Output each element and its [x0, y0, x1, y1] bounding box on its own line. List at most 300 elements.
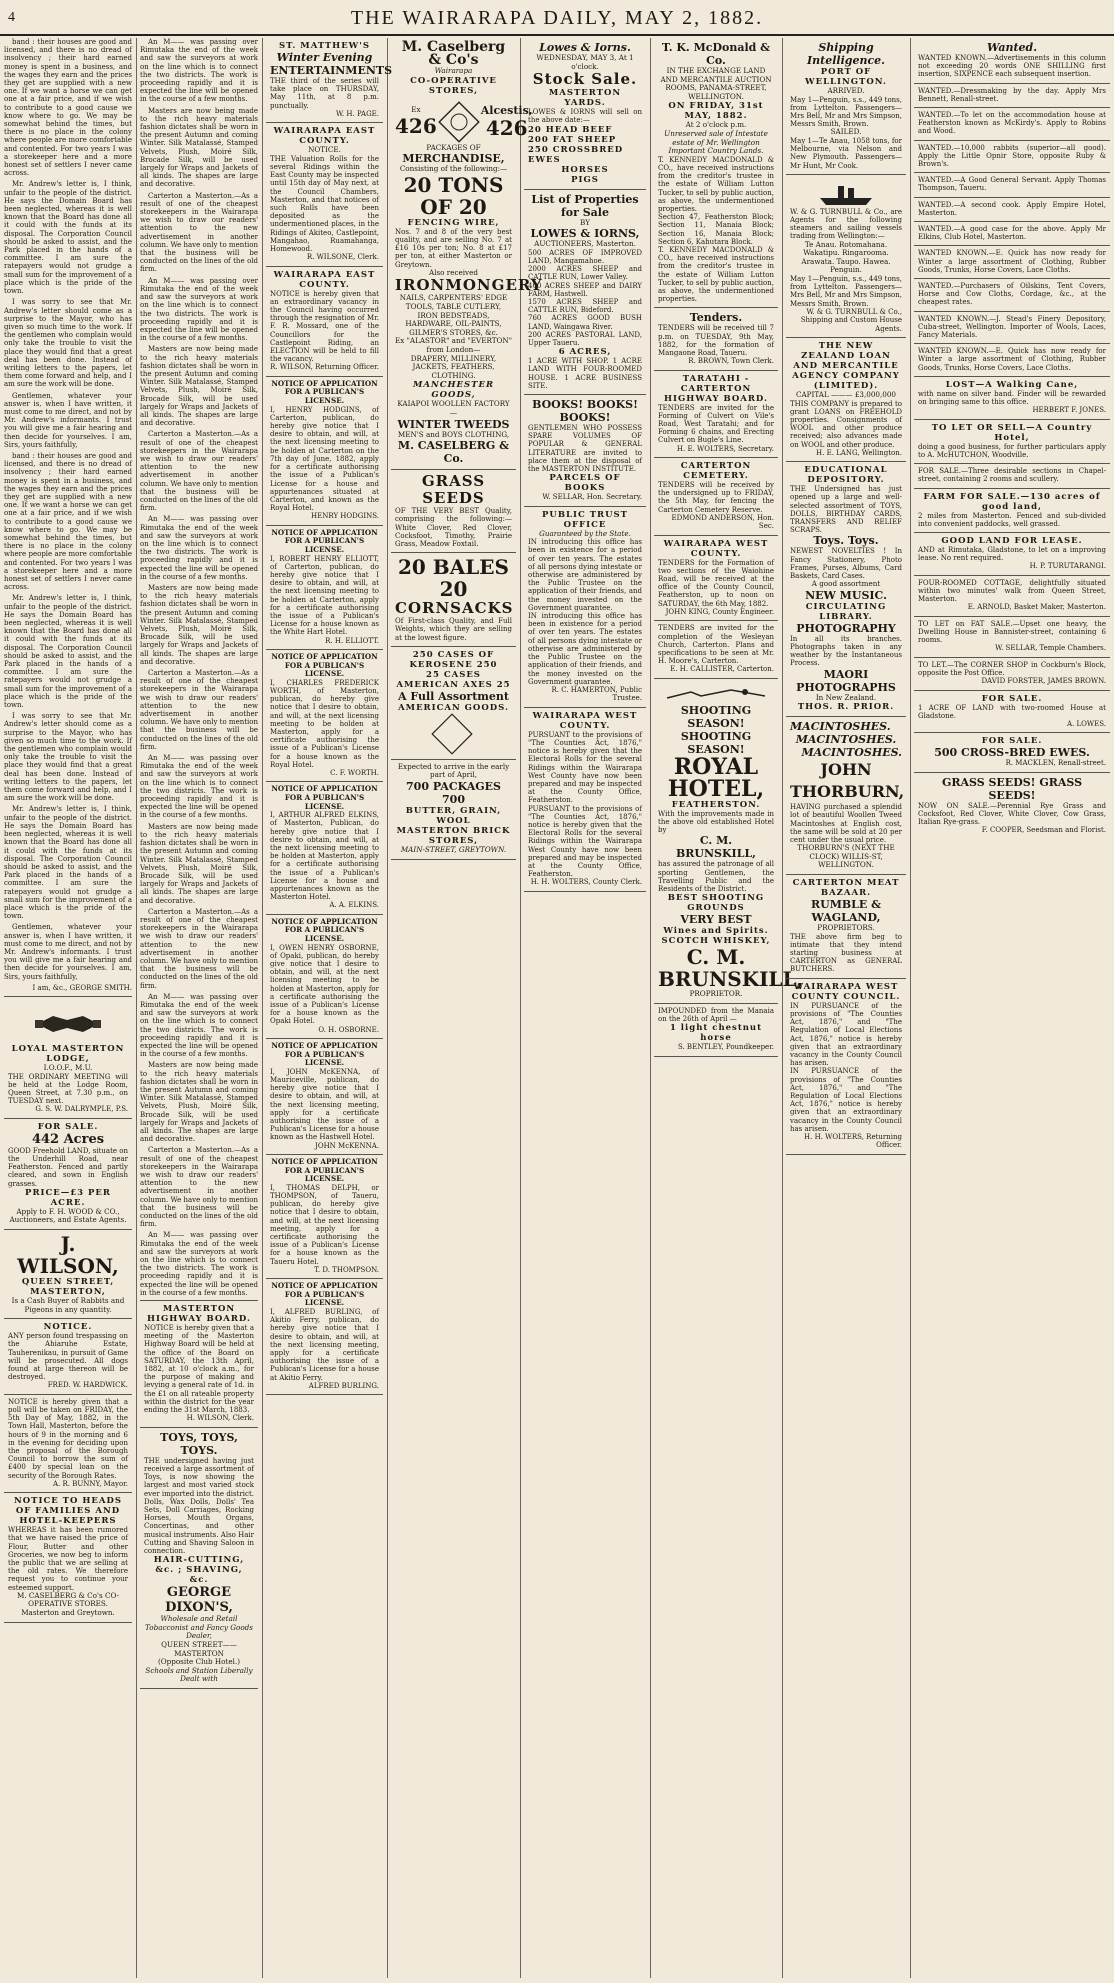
- trust-text: IN introducing this office has been in existence for a period of over ten years. The estates of all persons dying intestate or otherwise are administered by the Public Trustee on the application of their friends, and the money invested on the Government guarantee.: [528, 538, 642, 612]
- wanted-3: WANTED.—To let on the accommodation house at Featherston known as McKirdy's. Apply to Robins and Wood.: [918, 111, 1106, 136]
- american: AMERICAN GOODS.: [398, 702, 509, 713]
- letter-text-1: band : their houses are good and licensed, and there is no dread of insolvency ; their hard earned money is spent in a business, and the wages they earn and the prices they get are supplied with a new one. If we want a horse we can get one at a fair price, and if we wish to contribute to a good cause we know where to go. We may be somewhat behind the times, but there is no place in the colony where people are more comfortable and contented. For two years I was a storekeeper here and a more honest set of settlers I never came across.: [4, 38, 132, 178]
- walk-title: LOST—A Walking Cane,: [945, 379, 1079, 390]
- loan-company: [786, 338, 906, 462]
- shooting-1: SHOOTING SEASON!: [680, 703, 752, 730]
- packages: PACKAGES OF: [426, 142, 481, 152]
- ww2-notice: [654, 536, 778, 622]
- mac-3: MACINTOSHES.: [801, 746, 902, 760]
- sections: Section 47, Featherston Block; Section 11, Manaia Block; Section 16, Manaia Block; Section 6, Kahutara Block.: [658, 213, 774, 246]
- cem-sign: EDMOND ANDERSON, Hon. Sec.: [671, 513, 774, 531]
- drapery: DRAPERY, MILLINERY, JACKETS, FEATHERS, CLOTHING.: [410, 353, 497, 380]
- also: Also received: [429, 267, 478, 277]
- steamship-icon: [816, 178, 876, 208]
- corner-text: TO LET.—The CORNER SHOP in Cockburn's Block, opposite the Post Office.: [918, 660, 1106, 677]
- cemetery-title: CARTERTON CEMETERY.: [680, 461, 752, 482]
- column-3: [266, 38, 393, 1978]
- ironmongery: IRONMONGERY: [395, 276, 543, 295]
- grass-seeds: [391, 469, 516, 553]
- arrived: ARRIVED.: [827, 86, 865, 95]
- shooting-scene-icon: [661, 682, 771, 704]
- factory: KAIAPOI WOOLLEN FACTORY—: [397, 399, 510, 417]
- church-advert: [266, 38, 393, 123]
- thorburn-advert: [786, 717, 906, 875]
- highway-title: MASTERTON HIGHWAY BOARD.: [147, 1304, 251, 1325]
- wanted-item-9: [914, 279, 1110, 312]
- pub4-title: NOTICE OF APPLICATION FOR A PUBLICAN'S LICENSE.: [271, 784, 378, 811]
- news-1c: An M—— was passing over Rimutaka the end of the week and saw the surveyors at work on the line which is to connect the two districts. The work is proceeding rapidly and it is expected the line will be opened in the course of a few months.: [140, 515, 258, 581]
- very-best: VERY BEST: [680, 913, 752, 927]
- lot-1: 20 HEAD BEEF: [528, 124, 613, 135]
- mcdonald-title: T. K. McDonald & Co.: [661, 41, 771, 67]
- tons: 20 TONS OF 20: [403, 172, 504, 219]
- county2-sign: R. WILSON, Returning Officer.: [270, 363, 379, 372]
- shipping-sign: W. & G. TURNBULL & Co., Shipping and Custom House Agents.: [800, 307, 902, 333]
- caselberg-advert: [391, 38, 543, 469]
- lodge-sub: I.O.O.F., M.U.: [43, 1062, 93, 1072]
- wilson-address: QUEEN STREET, MASTERTON,: [21, 1276, 115, 1297]
- news-1: An M—— was passing over Rimutaka the end of the week and saw the surveyors at work on the line which is to connect the two districts. The work is proceeding rapidly and it is expected the line will be opened in the course of a few months.: [140, 38, 258, 104]
- cemetery-notice: [654, 458, 778, 536]
- pub3-text: I, CHARLES FREDERICK WORTH, of Masterton, publican, do hereby give notice that I desire to obtain, and will, at the next licensing meeting to be holden at Masterton, apply for a certificate authorising the issue of a Publican's License for a house known as the Royal Hotel.: [270, 678, 379, 769]
- parcels: PARCELS OF BOOKS: [549, 473, 621, 494]
- acres-6: 6 ACRES,: [558, 347, 612, 358]
- edu-text: THE Undersigned has just opened up a large and well-selected assortment of TOYS, DOLLS, BIRTHDAY CARDS, TRANSFERS AND RELIEF SCRAPS.: [790, 485, 902, 535]
- ww-sign: H. H. WOLTERS, County Clerk.: [530, 878, 642, 887]
- county-council: [786, 979, 906, 1155]
- wanted-9: WANTED.—Purchasers of Oilskins, Tent Covers, Horse and Cow Cloths, Cordage, &c., at the cheapest rates.: [918, 282, 1106, 307]
- stock-sale: [524, 38, 646, 190]
- mens-clothing: MEN'S and BOYS CLOTHING,: [397, 429, 510, 439]
- families-notice: [4, 1493, 132, 1622]
- rumble-prop: PROPRIETORS.: [817, 923, 875, 933]
- letter-text-2c: Mr. Andrew's letter is, I think, unfair to the people of the district. He says the Domain Board has been neglected, whereas it is well known that the Board has done all it could with the funds at its disposal. The Corporation Council should be asked to assist, and the Park placed in the hands of a committee. I am sure the ratepayers would not grudge a small sum for the improvement of a place which is the pride of the town.: [4, 805, 132, 921]
- news-3e: Carterton a Masterton.—As a result of one of the cheapest storekeepers in the Wairarapa we wish to draw our readers' attention to the new advertisement in another column. We have only to mention that the business will be conducted on the lines of the old firm.: [140, 1146, 258, 1229]
- county-notice-label: NOTICE.: [308, 145, 341, 155]
- wwc-text-2: IN PURSUANCE of the provisions of "The Counties Act, 1876," and "The Regulation of Local Elections Act, 1876," notice is hereby given that an extraordinary vacancy in the County Council has arisen.: [790, 1067, 902, 1133]
- port: PORT OF WELLINGTON.: [805, 67, 887, 87]
- tolet-text: TO LET on FAT SALE.—Upset one heavy, the Dwelling House in Bannister-street, containing 6 rooms.: [918, 619, 1106, 645]
- sale-time: At 2 o'clock p.m.: [685, 120, 747, 130]
- lodge-notice: [4, 996, 132, 1119]
- wanted-item-8: [914, 246, 1110, 279]
- sale-apply: Apply to F. H. WOOD & CO., Auctioneers, and Estate Agents.: [9, 1206, 127, 1225]
- hotel-text-2: has assured the patronage of all sporting Gentlemen, the Travelling Public and the Residents of the District.: [658, 860, 774, 893]
- ww-text: PURSUANT to the provisions of "The Counties Act, 1876," notice is hereby given that the Electoral Rolls for the several Ridings within the Wairarapa West County have now been prepared and may be inspected at the County Office, Featherston.: [528, 730, 642, 805]
- letter-text-3b: I was sorry to see that Mr. Andrew's letter should come as a surprise to the Mayor, who has given so much time to the work. If the gentlemen who complain would only take the trouble to visit the place they would find that a great deal has been done. Instead of writing letters to the papers, let them come forward and help, and I am sure the work will be done.: [4, 712, 132, 803]
- yards: MASTERTON YARDS.: [548, 88, 622, 109]
- lowes-title: Lowes & Iorns.: [539, 41, 631, 54]
- masterton-stores: MASTERTON BRICK STORES,: [396, 825, 511, 846]
- church-ent: ENTERTAINMENTS: [270, 64, 393, 77]
- winter-tweeds: WINTER TWEEDS: [397, 417, 510, 431]
- ewes-sale: [914, 733, 1110, 772]
- tender-1: TENDERS will be received till 7 p.m. on TUESDAY, 9th May, 1882, for the formation of Mangaone Road, Taueru.: [658, 324, 774, 358]
- west-county: [524, 708, 646, 892]
- caselberg-coop: CO-OPERATIVE STORES,: [410, 75, 497, 96]
- num-right: 426: [485, 116, 528, 141]
- grass-title: GRASS SEEDS: [421, 472, 486, 508]
- arr-text: May 1—Penguin, s.s., 449 tons, from Lyttelton. Passengers—Mrs Bell, Mr and Mrs Simpson, Messrs Smith, Brown.: [790, 95, 902, 129]
- county-title: WAIRARAPA EAST COUNTY.: [273, 126, 376, 147]
- properties-list: [524, 190, 646, 395]
- num-left: 426: [395, 113, 437, 138]
- loan-sign: H. E. LANG, Wellington.: [816, 448, 902, 457]
- cornsacks: [391, 553, 516, 647]
- ship-name: Alcestis,: [480, 104, 533, 118]
- tender-2: TENDERS are invited for the Forming of Culvert on Vile's Road, West Taratahi; and for Forming 6 chains, and Erecting Culvert on Bugle's Line.: [658, 403, 774, 445]
- prop-2: 2000 ACRES SHEEP and CATTLE RUN, Lower Valley.: [528, 265, 642, 282]
- tender-2-sign: H. E. WOLTERS, Secretary.: [676, 444, 774, 453]
- shipping-title: Shipping Intelligence.: [807, 41, 885, 67]
- loan-title: THE NEW ZEALAND LOAN AND MERCANTILE AGENCY COMPANY (LIMITED).: [792, 341, 900, 392]
- expected-text: Expected to arrive in the early part of April,: [397, 761, 510, 780]
- wwc-sign: H. H. WOLTERS, Returning Officer.: [804, 1132, 902, 1150]
- brunskill: C. M. BRUNSKILL,: [675, 834, 757, 861]
- wanted-5: WANTED.—A Good General Servant. Apply Thomas Thompson, Taueru.: [918, 176, 1106, 193]
- letter-text-3: I was sorry to see that Mr. Andrew's letter should come as a surprise to the Mayor, who has given so much time to the work. If the gentlemen who complain would only take the trouble to visit the place they would find that a great deal has been done. Instead of writing letters to the papers, let them come forward and help, and I am sure the work will be done.: [4, 298, 132, 389]
- pub8-sign: ALFRED BURLING.: [308, 1381, 379, 1390]
- highway-sign: H. WILSON, Clerk.: [186, 1414, 254, 1423]
- land-text: AND at Rimutaka, Gladstone, to let on a improving lease. No rent required.: [918, 545, 1106, 563]
- lodge-title: LOYAL MASTERTON LODGE,: [11, 1043, 125, 1064]
- shooting-2: SHOOTING SEASON!: [680, 729, 752, 756]
- wanted-1: WANTED KNOWN.—Advertisements in this column not exceeding 20 words ONE SHILLING first insertion, SIXPENCE each subsequent insertion.: [918, 54, 1106, 79]
- news-1b: An M—— was passing over Rimutaka the end of the week and saw the surveyors at work on the line which is to connect the two districts. The work is proceeding rapidly and it is expected the line will be opened in the course of a few months.: [140, 276, 258, 343]
- wanted-8b: WANTED KNOWN.—E. Quick has now ready for Winter a large assortment of Clothing, Rubber Goods, Trunks, Horse Covers, Lace Cloths.: [918, 347, 1106, 372]
- news-2c: Masters are now being made to the rich heavy materials fashion dictates shall be worn in the present Autumn and coming Winter. Silk Matalassé, Stamped Velvets, Plush, Moiré Silk, Brocade Silk, will be used largely for Wraps and Jackets of all kinds. The shapes are large and decorative.: [140, 584, 258, 666]
- notice-sign: FRED. W. HARDWICK.: [47, 1381, 128, 1390]
- loan-text: THIS COMPANY is prepared to grant LOANS on FREEHOLD properties. Consignments of WOOL and other produce received; also advances made on WOOL and other produce.: [790, 399, 902, 449]
- fencing-text: Nos. 7 and 8 of the very best quality, and are selling No. 7 at £16 10s per ton; No. 8 at £17 per ton, at either Masterton or Greytown.: [395, 227, 512, 269]
- letter-text-1b: band : their houses are good and licensed, and there is no dread of insolvency ; their hard earned money is spent in a business, and the wages they earn and the prices they get are supplied with a new one. If we want a horse we can get one at a fair price, and if we wish to contribute to a good cause we know where to go. We may be somewhat behind the times, but there is no place in the colony where people are more comfortable and contented. For two years I was a storekeeper here and a more honest set of settlers I never came across.: [4, 451, 132, 592]
- license-8: [266, 1279, 383, 1395]
- shipping-intelligence: [786, 38, 906, 175]
- wanted-6: WANTED.—A second cook. Apply Empire Hotel, Masterton.: [918, 200, 1106, 217]
- grounds: BEST SHOOTING GROUNDS: [667, 893, 765, 914]
- prior: THOS. R. PRIOR.: [797, 702, 895, 713]
- chapel-sections: [914, 464, 1110, 488]
- turnbull-text: W. & G. TURNBULL & Co., are Agents for the following steamers and sailing vessels trading from Wellington:—: [790, 207, 902, 241]
- wanted-4: WANTED.—10,000 rabbits (superior—all good). Apply the Little Opnir Store, opposite Ruby & Brown's.: [918, 143, 1106, 169]
- country-hotel: [914, 420, 1110, 464]
- hotel-text: With the improvements made in the above old established Hotel by: [658, 809, 774, 835]
- hotel-text: WHEREAS it has been rumored that we have raised the price of Flour, Butter and other Groceries, we now beg to inform the public that we are selling at the old rates. We therefore request you to continue your esteemed support.: [8, 1526, 128, 1592]
- acre-text: 1 ACRE OF LAND with two-roomed House at Gladstone.: [918, 703, 1106, 720]
- meat-bazaar: [786, 875, 906, 979]
- corn-text: Of First-class Quality, and Full Weights, which they are selling at the lowest figure.: [395, 617, 512, 642]
- sale-acres: 442 Acres: [31, 1131, 105, 1147]
- grass-text: OF THE VERY BEST Quality, comprising the following:—White Clover, Red Clover, Cocksfoot, Timothy, Prairie Grass, Meadow Foxtail.: [395, 507, 512, 548]
- news-1e: An M—— was passing over Rimutaka the end of the week and saw the surveyors at work on the line which is to connect the two districts. The work is proceeding rapidly and it is expected the line will be opened in the course of a few months.: [140, 992, 258, 1059]
- rumble-text: THE above firm beg to intimate that they intend starting business at CARTERTON as GENERAL BUTCHERS.: [790, 932, 902, 974]
- kero: 250 CASES OF KEROSENE 250: [409, 649, 498, 670]
- loan-cap: CAPITAL ——— £3,000,000: [795, 390, 896, 400]
- fencing: FENCING WIRE,: [407, 217, 500, 228]
- horse: 1 light chestnut horse: [669, 1023, 763, 1044]
- masthead: [0, 0, 1114, 36]
- pub7-sign: T. D. THOMPSON.: [314, 1265, 379, 1274]
- pub8-title: NOTICE OF APPLICATION FOR A PUBLICAN'S LICENSE.: [271, 1281, 378, 1308]
- proprietor: PROPRIETOR.: [689, 989, 743, 999]
- caselberg-title: M. Caselberg & Co's: [401, 39, 506, 68]
- letter-text-4b: Gentlemen, whatever your answer is, when I have written, it must come to me direct, and not by Mr. Andrew's informants. I trust you will give me a fair hearing and then decide for yourselves. I am, Sirs, yours faithfully,: [4, 923, 132, 981]
- pound-text: IMPOUNDED from the Manaia on the 26th of April —: [658, 1006, 774, 1023]
- props-by: BY: [580, 217, 590, 227]
- wanted-item-2: [914, 84, 1110, 108]
- dixon-foot: Schools and Station Liberally Dealt with: [145, 1665, 253, 1684]
- maori-photos: MAORI PHOTOGRAPHS: [796, 667, 896, 694]
- ww2-title: WAIRARAPA WEST COUNTY.: [663, 538, 769, 559]
- column-8: [914, 38, 1110, 1978]
- pub4-sign: A. A. ELKINS.: [329, 901, 379, 910]
- assortment: A Full Assortment: [397, 689, 509, 703]
- toys-advert: [140, 1428, 258, 1689]
- ewes-title: 500 CROSS-BRED EWES.: [934, 746, 1090, 760]
- pub1-text: I, HENRY HODGINS, of Carterton, publican, do hereby give notice that I desire to obtain, and will, at the next licensing meeting to be holden at Carterton on the 7th day of June, 1882, apply for a certificate authorising the issue of a Publican's License for a house and appurtenances situated at Carterton, and known as the Royal Hotel.: [270, 405, 379, 513]
- prop-4: 1570 ACRES SHEEP and CATTLE RUN, Bideford.: [528, 298, 642, 315]
- stock-text: LOWES & IORNS will sell on the above date:—: [528, 108, 642, 125]
- notice2-text: NOTICE is hereby given that a poll will be taken on FRIDAY, the 5th Day of May, 1882, in the Town Hall, Masterton, before the hours of 9 in the morning and 6 in the evening for deciding upon the proposal of the Borough Council to borrow the sum of £400 by special loan on the security of the Borough Rates.: [8, 1397, 128, 1480]
- dixon-opp: (Opposite Club Hotel.): [157, 1657, 241, 1667]
- trust-title: PUBLIC TRUST OFFICE: [542, 509, 628, 530]
- wanted-10: WANTED KNOWN.—J. Stead's Finery Depository, Cuba-street, Wellington. Importer of Wools, Laces, Fancy Materials.: [918, 314, 1106, 340]
- manchester: MANCHESTER GOODS,: [412, 380, 495, 401]
- alcestis-row: [395, 100, 533, 144]
- pub8-text: I, ALFRED BURLING, of Akitio Ferry, publican, do hereby give notice that I desire to obtain, and will, at the next licensing meeting, apply for a certificate authorising the issue of a Publican's License for a house at Akitio Ferry.: [270, 1308, 379, 1382]
- column-4: [391, 38, 543, 1978]
- consisting: Consisting of the following:—: [399, 164, 508, 174]
- sale-title: FOR SALE.: [37, 1121, 99, 1132]
- lodge-text: THE ORDINARY MEETING will be held at the Lodge Room, Queen Street, at 7.30 p.m., on TUESDAY next.: [8, 1072, 128, 1106]
- to-let: [914, 617, 1110, 658]
- acre-list: 1 ACRE WITH SHOP. 1 ACRE LAND WITH FOUR-ROOMED HOUSE. 1 ACRE BUSINESS SITE.: [528, 357, 642, 390]
- church-tender: [654, 621, 778, 678]
- pub3-sign: C. F. WORTH.: [330, 768, 379, 777]
- tenders-section: [654, 308, 778, 370]
- alcestis-left: [395, 106, 437, 137]
- lodge-sign: G. S. W. DALRYMPLE, P.S.: [35, 1105, 128, 1114]
- land-title: GOOD LAND FOR LEASE.: [941, 535, 1083, 546]
- sale-text: T. KENNEDY MACDONALD & CO., have received instructions from the creditor's trustee in the estate of William Lutton Tucker, to sell by public auction, as above, the undermentioned properties.: [658, 155, 774, 213]
- taratahi-board: [654, 371, 778, 458]
- pub5-title: NOTICE OF APPLICATION FOR A PUBLICAN'S LICENSE.: [271, 916, 378, 943]
- sailed: SAILED.: [830, 127, 862, 137]
- acre-sale: [914, 691, 1110, 734]
- news-1d: An M—— was passing over Rimutaka the end of the week and saw the surveyors at work on the line which is to connect the two districts. The work is proceeding rapidly and it is expected the line will be opened in the course of a few months.: [140, 754, 258, 820]
- county2-text: NOTICE is hereby given that an extraordinary vacancy in the Council having occurred through the resignation of Mr. F. R. Mossard, one of the Councillors for the Castlepoint Riding, an ELECTION will be held to fill the vacancy.: [270, 289, 379, 364]
- church-title: ST. MATTHEW'S: [279, 41, 370, 51]
- news-3d: Carterton a Masterton.—As a result of one of the cheapest storekeepers in the Wairarapa we wish to draw our readers' attention to the new advertisement in another column. We have only to mention that the business will be conducted on the lines of the old firm.: [140, 907, 258, 990]
- highway-text: NOTICE is hereby given that a meeting of the Masterton Highway Board will be held at the office of the Board on SATURDAY, the 13th April, 1882, at 10 o'clock a.m., for the purpose of making and levying a general rate of 1d. in the £1 on all rateable property within the district for the year ending the 31st March, 1883.: [144, 1324, 254, 1415]
- royal-hotel-advert: [654, 679, 804, 1004]
- highway-board: [140, 1300, 258, 1428]
- ex-alastor: Ex "ALASTOR" and "EVERTON" from London—: [395, 336, 513, 354]
- county2-title: WAIRARAPA EAST COUNTY.: [273, 269, 376, 290]
- turnbull-text-2: May 1—Penguin, s.s., 449 tons, from Lyttelton. Passengers—Mrs Bell, Mr and Mrs Simpson, Messrs Smith, Brown.: [790, 275, 902, 308]
- wanted-item-5: [914, 173, 1110, 197]
- corner-shop: [914, 658, 1110, 691]
- dixon-name: GEORGE DIXON'S,: [165, 1585, 233, 1616]
- toys-text: THE undersigned having just received a large assortment of Toys, is now showing the largest and most varied stock ever imported into the district. Dolls, Wax Dolls, Dolls' Tea Sets, Doll Carriages, Rocking Horses, Mouth Organs, Concertinas, and other musical instruments. Also Hair Cutting and Shaving Saloon in connection.: [144, 1456, 254, 1555]
- thor-tag: THORBURN'S (NEXT THE CLOCK) WILLIS-ST, WELLINGTON.: [797, 843, 895, 870]
- hotel-name: ROYAL HOTEL,: [667, 753, 765, 802]
- pub2-title: NOTICE OF APPLICATION FOR A PUBLICAN'S LICENSE.: [271, 527, 378, 554]
- church2-text: TENDERS are invited for the completion of the Wesleyan Church, Carterton. Plans and specifications to be seen at Mr. H. Moore's, Carterton.: [658, 624, 774, 666]
- church-sub: Winter Evening: [276, 51, 373, 64]
- sale-date: ON FRIDAY, 31st MAY, 1882.: [668, 101, 764, 122]
- pub2-sign: R. H. ELLIOTT.: [325, 636, 379, 645]
- ww2-text: TENDERS for the Formation of two sections of the Waiohine Road, will be received at the office of the County Council, Featherston, up to noon on SATURDAY, the 6th May, 1882.: [658, 558, 774, 608]
- impound-notice: [654, 1004, 778, 1057]
- grass-title-2: GRASS SEEDS! GRASS SEEDS!: [941, 775, 1083, 802]
- cottage-text: FOUR-ROOMED COTTAGE, delightfully situated within two minutes' walk from Queen Street, Masterton.: [918, 578, 1106, 604]
- brunskill-2: C. M. BRUNSKILL,: [658, 945, 804, 992]
- sale-when: WEDNESDAY, MAY 3, At 1 o'clock.: [536, 53, 634, 71]
- sale-notice: [4, 1119, 132, 1230]
- license-2: [266, 526, 383, 650]
- grass-text-2: NOW ON SALE.—Perennial Rye Grass and Cocksfoot, Red Clover, White Clover, Cow Grass, Italian Rye-grass.: [918, 801, 1106, 827]
- column-2: [140, 38, 263, 1978]
- tenders-title: Tenders.: [689, 311, 743, 325]
- letter-text-2b: Mr. Andrew's letter is, I think, unfair to the people of the district. He says the Domain Board has been neglected, whereas it is well known that the Board has done all it could with the funds at its disposal. The Corporation Council should be asked to assist, and the Park placed in the hands of a committee. I am sure the ratepayers would not grudge a small sum for the improvement of a place which is the pride of the town.: [4, 594, 132, 710]
- firm-name: M. CASELBERG & Co.: [397, 439, 510, 466]
- notice-title: NOTICE.: [43, 1322, 93, 1333]
- trust-sign: R. C. HAMERTON, Public Trustee.: [551, 685, 642, 703]
- books-notice: [524, 395, 646, 507]
- fs3-title: FOR SALE.: [981, 736, 1043, 747]
- thorburn-name: JOHN THORBURN,: [790, 760, 905, 802]
- ww-title: WAIRARAPA WEST COUNTY.: [532, 710, 638, 731]
- wanted-item-10: [914, 312, 1110, 345]
- ships: Te Anau. Rotomahana. Wakatipu. Ringarooma. Arawata. Taupo. Hawea. Penguin.: [801, 239, 891, 275]
- main-street: MAIN-STREET, GREYTOWN.: [400, 844, 507, 854]
- shipping-mark-icon: [424, 716, 484, 752]
- packages-700: 700 PACKAGES 700: [406, 779, 501, 806]
- wilson-name: J. WILSON,: [17, 1231, 119, 1278]
- hotel-title: NOTICE TO HEADS OF FAMILIES AND HOTEL-KEEPERS: [14, 1496, 122, 1527]
- column-6: [654, 38, 804, 1978]
- expected: [391, 760, 516, 860]
- cem-text: TENDERS will be received by the undersigned up to FRIDAY, the 5th May, for fencing the Carterton Cemetery Reserve.: [658, 481, 774, 514]
- newspaper-title: THE WAIRARAPA DAILY, MAY 2, 1882.: [350, 7, 764, 29]
- sale-text-2: T. KENNEDY MACDONALD & CO., have received instructions from the creditor's trustee in the estate of William Lutton Tucker, to sell by public auction, as above, the undermentioned properties.: [658, 245, 774, 304]
- pub6-sign: JOHN McKENNA.: [315, 1141, 379, 1150]
- educational-depository: [786, 462, 906, 717]
- farm-title: FARM FOR SALE.—130 acres of good land,: [923, 491, 1101, 512]
- hotel-town: FEATHERSTON.: [671, 799, 761, 810]
- music-label: A good assortment: [811, 579, 881, 589]
- license-3: [266, 650, 383, 782]
- news-3b: Carterton a Masterton.—As a result of one of the cheapest storekeepers in the Wairarapa we wish to draw our readers' attention to the new advertisement in another column. We have only to mention that the business will be conducted on the lines of the old firm.: [140, 430, 258, 513]
- wanted-item-4: [914, 141, 1110, 174]
- church-sign: W. H. PAGE.: [335, 109, 379, 118]
- news-1f: An M—— was passing over Rimutaka the end of the week and saw the surveyors at work on the line which is to connect the two districts. The work is proceeding rapidly and it is expected the line will be opened in the course of a few months.: [140, 1231, 258, 1297]
- cornsacks-title: CORNSACKS: [395, 599, 514, 618]
- pub5-sign: O. H. OSBORNE.: [318, 1025, 379, 1034]
- bazaar-title: CARTERTON MEAT BAZAAR.: [792, 878, 900, 899]
- page-number: 4: [8, 10, 15, 25]
- hotel-sign: M. CASELBERG & Co's CO-OPERATIVE STORES.: [16, 1590, 120, 1609]
- wanted-8: WANTED KNOWN.—E. Quick has now ready for Winter a large assortment of Clothing, Rubber Goods, Trunks, Horse Covers, Lace Cloths.: [918, 249, 1106, 274]
- wilson-text: Is a Cash Buyer of Rabbits and Pigeons in any quantity.: [11, 1295, 125, 1314]
- props-title: List of Properties for Sale: [531, 192, 639, 219]
- wwc-text: IN PURSUANCE of the provisions of "The Counties Act, 1876," and "The Regulation of Local Elections Act, 1876," notice is hereby given that an extraordinary vacancy in the County Council has arisen.: [790, 1001, 902, 1068]
- sale-text: GOOD Freehold LAND, situate on the Underhill Road, near Featherston. Fenced and partly cleared, and sown in English grasses.: [8, 1146, 128, 1188]
- toys: Toys. Toys.: [813, 534, 879, 548]
- new-music: NEW MUSIC.: [805, 588, 887, 602]
- lot-4: HORSES: [561, 164, 609, 175]
- grass-seeds-2: [914, 773, 1110, 839]
- land-sign: H. P. TURUTARANGI.: [1029, 562, 1106, 571]
- stock-sale-title: Stock Sale.: [532, 70, 638, 89]
- county-sign: R. WILSONE, Clerk.: [306, 253, 379, 262]
- wanted-item-6: [914, 198, 1110, 222]
- walk-text: with name on silver band. Finder will be rewarded on bringing same to this office.: [918, 389, 1106, 407]
- books-sign: W. SELLAR, Hon. Secretary.: [542, 493, 642, 502]
- wanted-item-10b: [914, 344, 1110, 377]
- news-paragraphs: [140, 38, 258, 1297]
- pub2-text: I, ROBERT HENRY ELLIOTT, of Carterton, publican, do hereby give notice that I desire to obtain, and will, at the next licensing meeting to be holden at Carterton, apply for a certificate authorising the issue of a Publican's License for a house known as the White Hart Hotel.: [270, 554, 379, 637]
- trust-text-2: IN introducing this office has been in existence for a period of over ten years. The estates of all persons dying intestate or otherwise are administered by the Public Trustee on the application of their friends, and the money invested on the Government guarantee.: [528, 612, 642, 686]
- lot-3: 250 CROSSBRED EWES: [528, 144, 624, 165]
- ex-label: Ex: [411, 105, 421, 115]
- kerosene: [391, 647, 516, 760]
- wanted-section: [914, 38, 1110, 84]
- letter-signature: I am, &c., GEORGE SMITH.: [32, 983, 132, 992]
- photo-text: In all its branches. Photographs taken in any weather by the Instantaneous Process.: [790, 634, 902, 668]
- ww-text-2: PURSUANT to the provisions of "The Counties Act, 1876," notice is hereby given that the Electoral Rolls for the several Ridings within the Wairarapa West County have now been prepared and may be inspected at the County Office, Featherston.: [528, 804, 642, 879]
- column-7: [786, 38, 911, 1978]
- tender-1-sign: R. BROWN, Town Clerk.: [688, 357, 774, 366]
- edu-title: EDUCATIONAL DEPOSITORY.: [804, 465, 888, 486]
- wilson-advert: [4, 1230, 132, 1319]
- butter: BUTTER, GRAIN, WOOL: [405, 805, 502, 826]
- books-title: BOOKS! BOOKS! BOOKS!: [532, 398, 638, 425]
- news-2d: Masters are now being made to the rich heavy materials fashion dictates shall be worn in the present Autumn and coming Winter. Silk Matalassé, Stamped Velvets, Plush, Moiré Silk, Brocade Silk, will be used largely for Wraps and Jackets of all kinds. The shapes are large and decorative.: [140, 822, 258, 905]
- license-6: [266, 1039, 383, 1155]
- land-lease: [914, 533, 1110, 576]
- toys-title: TOYS, TOYS, TOYS.: [160, 1430, 238, 1457]
- public-trust: [524, 507, 646, 708]
- news-3c: Carterton a Masterton.—As a result of one of the cheapest storekeepers in the Wairarapa we wish to draw our readers' attention to the new advertisement in another column. We have only to mention that the business will be conducted on the lines of the old firm.: [140, 669, 258, 751]
- prop-3: 400 ACRES SHEEP and DAIRY FARM, Hastwell.: [528, 281, 642, 298]
- maori-sub: In New Zealand.: [815, 692, 877, 702]
- highway2-title: TARATAHI - CARTERTON HIGHWAY BOARD.: [664, 373, 768, 404]
- pound-sign: S. BENTLEY, Poundkeeper.: [677, 1043, 774, 1052]
- cottage-sale: [914, 576, 1110, 617]
- corner-sign: DAVID FORSTER, JAMES BROWN.: [981, 677, 1106, 686]
- license-7: [266, 1155, 383, 1279]
- handshake-emblem-icon: [33, 1002, 103, 1042]
- photography: PHOTOGRAPHY: [796, 621, 896, 635]
- prop-6: 200 ACRES PASTORAL LAND, Upper Taueru.: [528, 330, 642, 348]
- pub4-text: I, ARTHUR ALFRED ELKINS, of Masterton, Publican, do hereby give notice that I desire to obtain, and will, at the next licensing meeting to be holden at Masterton, apply for a certificate authorising the issue of a Publican's License for a house and appurtenances known as the Masterton Hotel.: [270, 811, 379, 902]
- letter-text-4: Gentlemen, whatever your answer is, when I have written, it must come to me direct, and not by Mr. Andrew's informants. I trust you will give me a fair hearing and then decide for yourselves. I am, Sirs, yours faithfully,: [4, 391, 132, 449]
- novelties: NEWEST NOVELTIES ! In Fancy Stationery, Photo Frames, Purses, Albums, Card Baskets, Card Cases.: [790, 547, 902, 581]
- sale-sub: Unreserved sale of Intestate estate of Mr. Wellington Important Country Lands.: [664, 128, 768, 156]
- diamond-mark-icon: [437, 100, 481, 144]
- county-notice: [266, 123, 383, 266]
- mac-2: MACINTOSHES.: [795, 733, 897, 747]
- license-1: [266, 377, 383, 526]
- poll-notice: [4, 1395, 132, 1493]
- column-5: [524, 38, 651, 1978]
- thor-text: HAVING purchased a splendid lot of beautiful Woollen Tweed Macintoshes at English cost, the same will be sold at 20 per cent under the usual price.: [790, 803, 902, 845]
- county-text: THE Valuation Rolls for the several Ridings within the East County may be inspected until 15th day of May next, at the Council Chambers, Masterton, and that notices of such Rolls have been deposited as the undermentioned places, in the Ridings of Akiteo, Castlepoint, Mangahao, Ruamahanga, Homewood.: [270, 154, 379, 254]
- prop-1: 500 ACRES OF IMPROVED LAND, Mangamahoe.: [528, 248, 642, 265]
- turnbull-advert: [786, 175, 906, 338]
